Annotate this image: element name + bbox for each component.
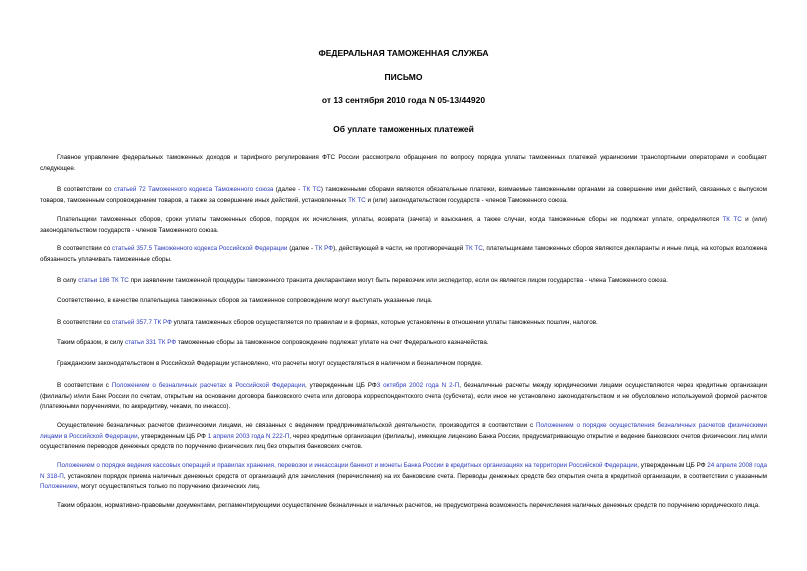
link-tk-ts-article-72[interactable]: статьей 72 Таможенного кодекса Таможенного союза bbox=[113, 186, 274, 193]
paragraph-1 bbox=[40, 153, 767, 174]
document-subject: Об уплате таможенных платежей bbox=[333, 124, 474, 134]
paragraph-text: таможенные сборы за таможенное сопровождение подлежат уплате на счет Федерального казначейства. bbox=[176, 339, 489, 346]
paragraph-3 bbox=[40, 215, 767, 236]
link-regulation-222-p[interactable]: 1 апреля 2003 года N 222-П bbox=[207, 432, 290, 440]
link-regulation-cashless-payments[interactable]: Положением о безналичных расчетах в Российской Федерации bbox=[111, 382, 305, 389]
link-tk-rf-article-357-5[interactable]: статьей 357.5 Таможенного кодекса Российской Федерации bbox=[112, 245, 288, 252]
paragraph-text: , утвержденным ЦБ РФ bbox=[137, 432, 208, 440]
paragraph-10 bbox=[40, 381, 767, 413]
link-tk-ts[interactable]: ТК ТС bbox=[302, 186, 321, 193]
paragraph-text: Таким образом, нормативно-правовыми документами, регламентирующими осуществление безналичных и наличных расчетов, не предусмотрена возможность перечисления наличных денежных средств по поручению юридического лица. bbox=[57, 502, 760, 509]
paragraph-6 bbox=[40, 296, 767, 307]
paragraph-text: , утвержденным ЦБ РФ bbox=[305, 382, 377, 389]
paragraph-11 bbox=[40, 421, 767, 453]
paragraph-text: Плательщики таможенных сборов, сроки уплаты таможенных сборов, порядок их исчисления, уплаты, возврата (зачета) и взыскания, а также случаи, когда таможенные сборы не подлежат уплате, определяются bbox=[57, 216, 723, 223]
paragraph-text: (далее - bbox=[287, 245, 315, 252]
paragraph-text: В соответствии со bbox=[57, 319, 112, 326]
paragraph-text: Главное управление федеральных таможенных доходов и тарифного регулирования ФТС России рассмотрело обращения по вопросу порядка уплаты таможенных платежей украинскими транспортными операторами и сообщает следующее. bbox=[40, 154, 767, 172]
paragraph-text: Осуществление безналичных расчетов физическими лицами, не связанных с ведением предпринимательской деятельности, производится в соответствии с bbox=[57, 422, 537, 429]
paragraph-8 bbox=[40, 338, 767, 349]
paragraph-text: , установлен порядок приема наличных денежных средств от организаций для зачисления (перечисления) на их банковские счета. Переводы денежных средств без открытия счета в кредитной организации, в соответствии с указанным bbox=[63, 472, 767, 480]
link-tk-ts[interactable]: ТК ТС bbox=[722, 216, 742, 223]
paragraph-9 bbox=[40, 359, 767, 370]
paragraph-text: , безналичные расчеты между юридическими лицами осуществляются через кредитные организации (филиалы) и/или Банк России по счетам, открытым на основании договора банковского счета или договора корреспондентского счета (субсчета), если иное не установлено законодательством и не обусловлено используемой формой расчетов (платежными поручениями, по аккредитиву, чеками, по инкассо). bbox=[40, 382, 768, 410]
paragraph-5 bbox=[40, 276, 767, 287]
document-type-heading: ПИСЬМО bbox=[384, 72, 423, 82]
link-tk-ts[interactable]: ТК ТС bbox=[465, 245, 483, 252]
paragraph-text: (далее - bbox=[273, 186, 303, 193]
document-date-number: от 13 сентября 2010 года N 05-13/44920 bbox=[321, 95, 486, 105]
paragraph-text: при заявлении таможенной процедуры таможенного транзита декларантами могут быть перевозчик или экспедитор, если он является лицом государства - члена Таможенного союза. bbox=[128, 277, 668, 284]
paragraph-12 bbox=[40, 461, 767, 493]
paragraph-text: и (или) законодательством государств - членов Таможенного союза. bbox=[40, 216, 768, 234]
paragraph-4 bbox=[40, 244, 767, 265]
paragraph-text: ), действующей в части, не противоречащей bbox=[333, 245, 466, 252]
paragraph-text: Соответственно, в качестве плательщика таможенных сборов за таможенное сопровождение могут выступать указанные лица. bbox=[57, 297, 433, 304]
link-tk-rf[interactable]: ТК РФ bbox=[314, 245, 334, 252]
link-regulation[interactable]: Положением bbox=[40, 483, 78, 490]
link-tk-rf-article-357-7[interactable]: статьей 357.7 ТК РФ bbox=[111, 319, 172, 326]
paragraph-text: и (или) законодательством государств - членов Таможенного союза. bbox=[365, 196, 568, 204]
link-regulation-318-p[interactable]: 24 апреля 2008 года N 318-П bbox=[40, 462, 768, 480]
paragraph-text: , плательщиками таможенных сборов являются декларанты и иные лица, на которых возложена обязанность уплачивать таможенные сборы. bbox=[40, 245, 767, 263]
link-tk-ts-article-186[interactable]: статьи 186 ТК ТС bbox=[78, 277, 129, 284]
paragraph-text: ) таможенными сборами являются обязательные платежи, взимаемые таможенными органами за совершение ими действий, связанных с выпуском товаров, таможенным сопровождением товаров, а также за совершение иных действий, установленных bbox=[40, 186, 767, 204]
paragraph-text: В соответствии с bbox=[57, 382, 112, 389]
paragraph-text: Гражданским законодательством в Российской Федерации установлено, что расчеты могут осуществляться в наличном и безналичном порядке. bbox=[57, 360, 483, 367]
paragraph-text: , утвержденным ЦБ РФ bbox=[637, 462, 708, 469]
link-tk-rf-article-331[interactable]: статьи 331 ТК РФ bbox=[124, 339, 177, 346]
paragraph-2 bbox=[40, 185, 767, 206]
paragraph-text: , могут осуществляться только по поручению физических лиц. bbox=[77, 483, 261, 490]
link-tk-ts[interactable]: ТК ТС bbox=[348, 196, 366, 204]
paragraph-text: , через кредитные организации (филиалы), имеющие лицензию Банка России, предусматривающую открытие и ведение банковских счетов физических лиц и/или осуществление переводов денежных средств по поручению физических лиц без открытия банковских счетов. bbox=[40, 432, 767, 450]
link-regulation-individuals-payments[interactable]: Положением о порядке осуществления безналичных расчетов физическими лицами в Российской Федерации bbox=[40, 422, 767, 440]
paragraph-text: В соответствии со bbox=[57, 186, 114, 193]
link-regulation-2-p[interactable]: 3 октября 2002 года N 2-П bbox=[376, 382, 460, 389]
paragraph-text: В силу bbox=[57, 277, 79, 284]
paragraph-13 bbox=[40, 501, 767, 512]
paragraph-7 bbox=[40, 318, 767, 329]
paragraph-text: уплата таможенных сборов осуществляется по правилам и в формах, которые установлены в отношении уплаты таможенных пошлин, налогов. bbox=[171, 319, 598, 326]
agency-heading: ФЕДЕРАЛЬНАЯ ТАМОЖЕННАЯ СЛУЖБА bbox=[318, 48, 489, 58]
paragraph-text: Таким образом, в силу bbox=[57, 339, 125, 346]
paragraph-text: В соответствии со bbox=[57, 245, 113, 252]
link-regulation-cash-operations[interactable]: Положением о порядке ведения кассовых операций и правилах хранения, перевозки и инкассации банкнот и монеты Банка России в кредитных организациях на территории Российской Федерации bbox=[57, 462, 638, 469]
